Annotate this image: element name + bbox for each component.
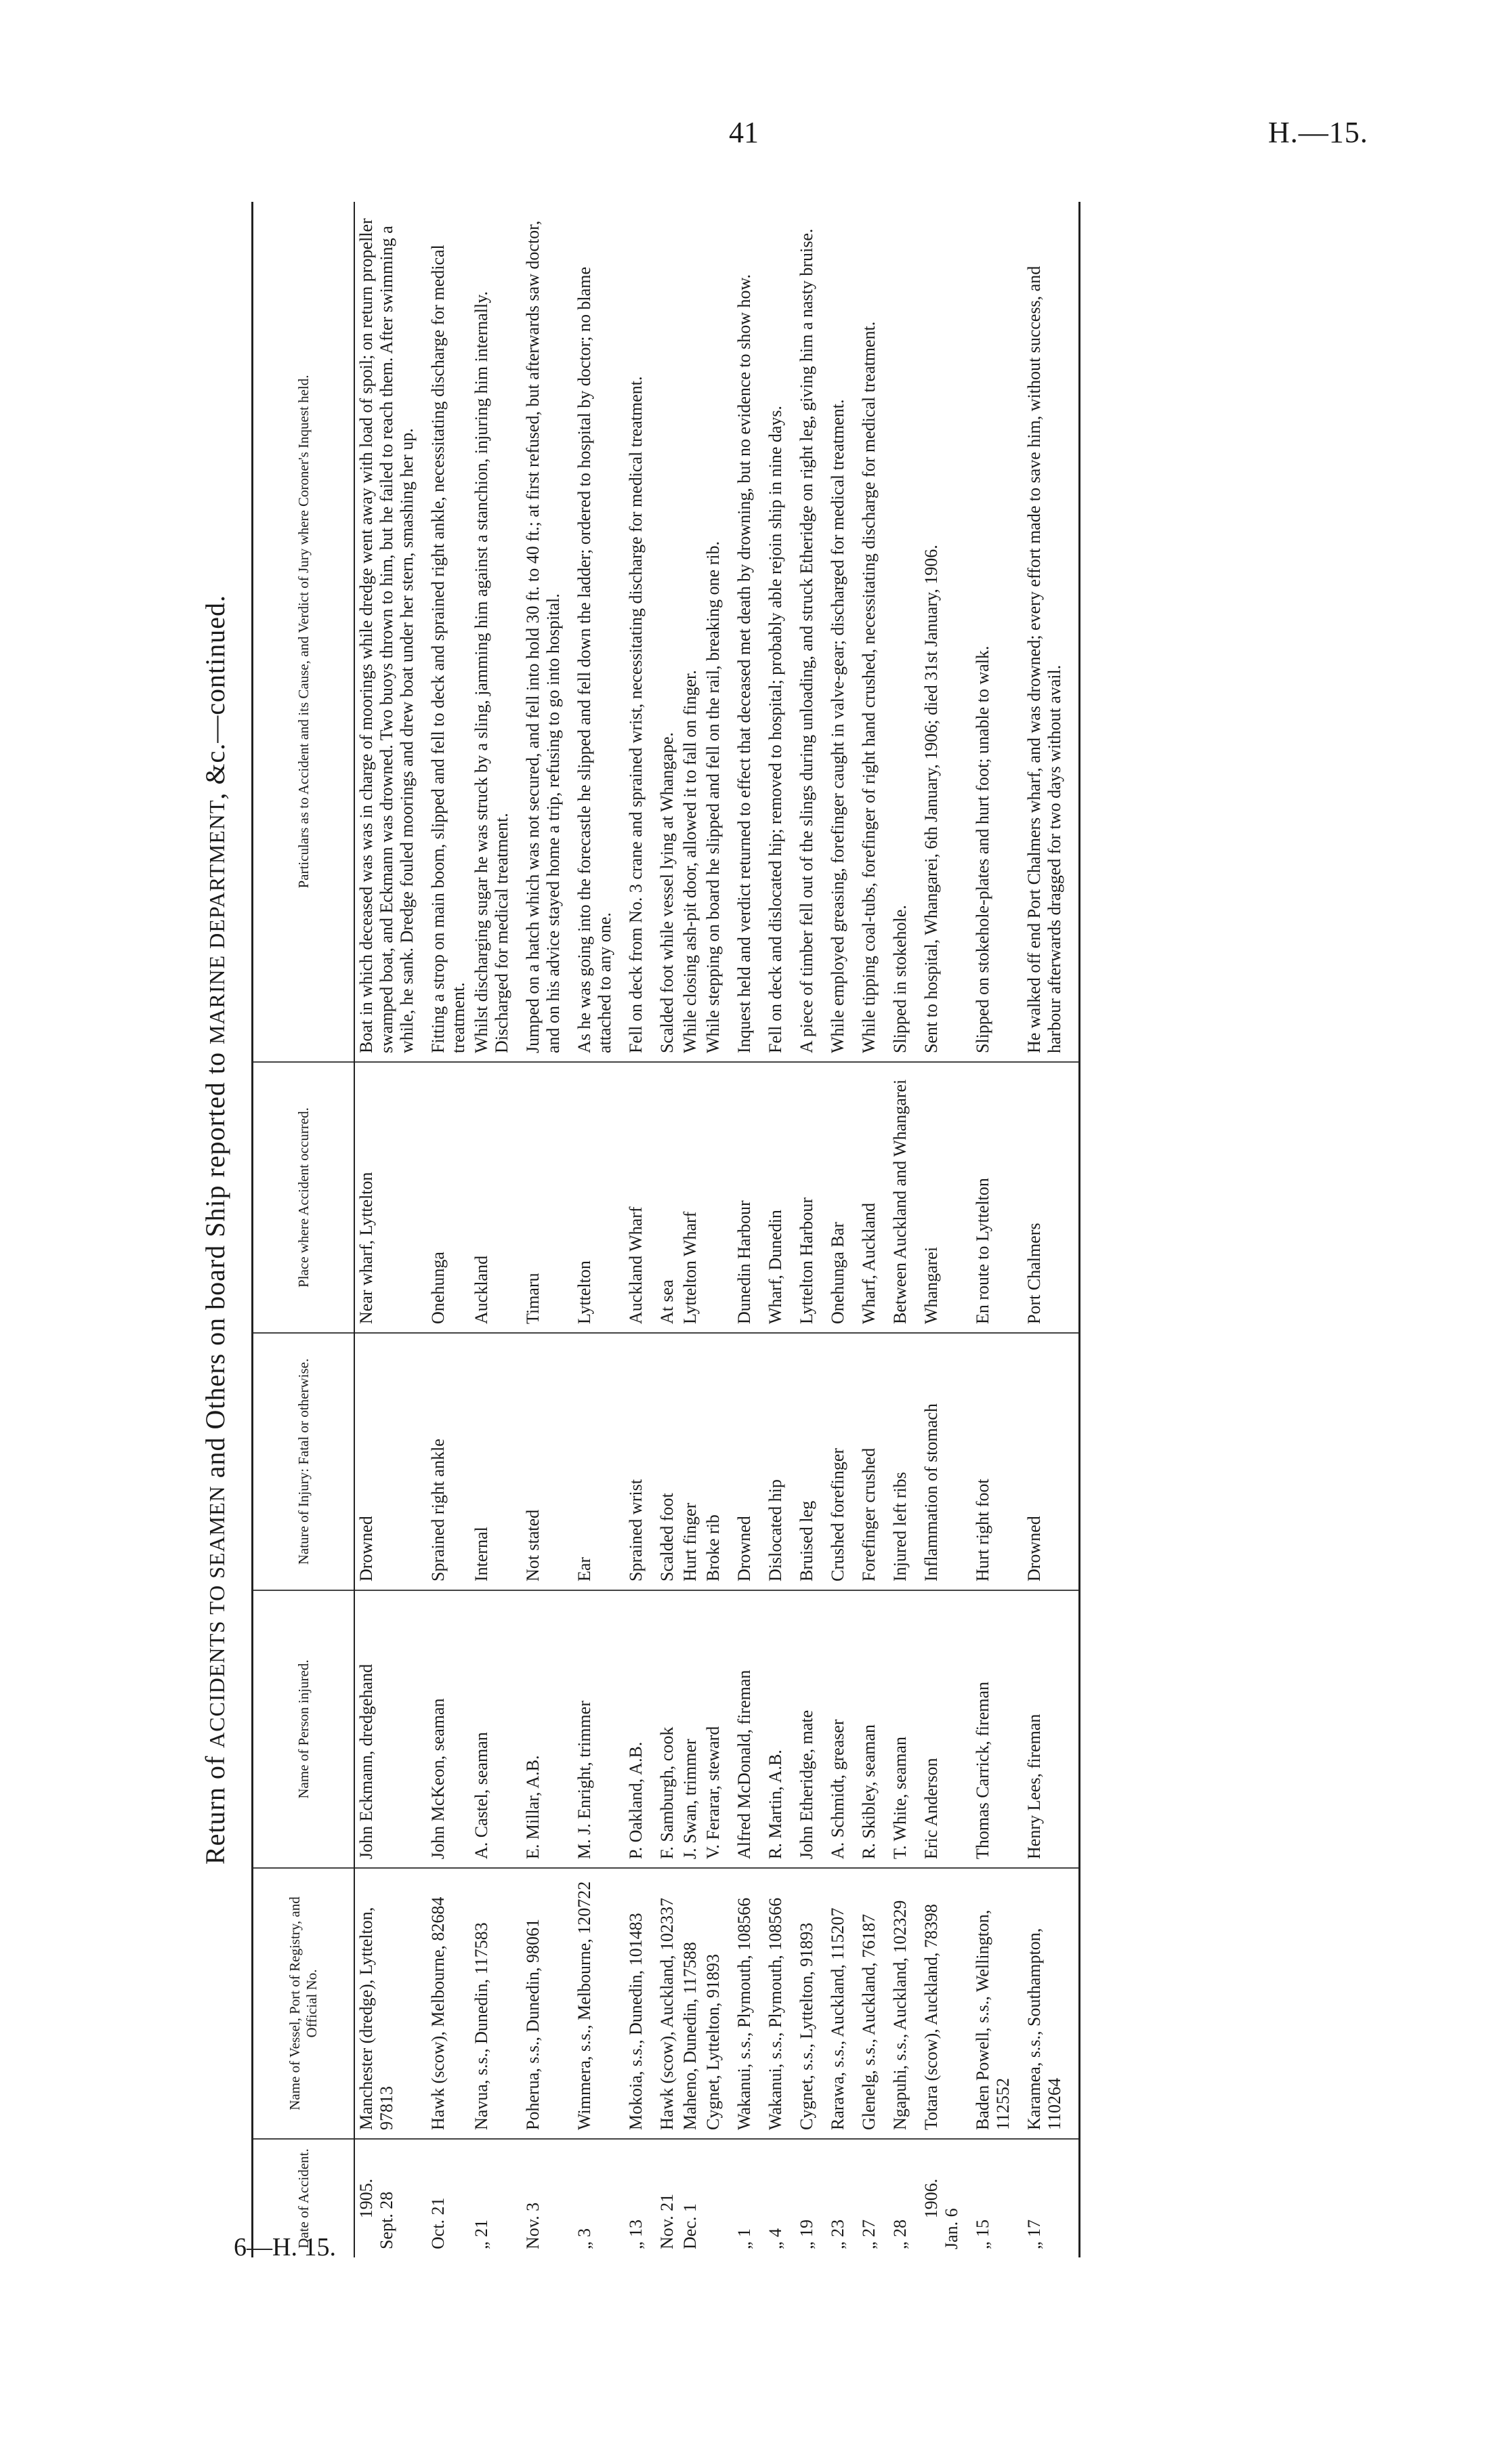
cell-particulars: Sent to hospital, Whangarei, 6th January, 1906; died 31st January, 1906. <box>912 202 963 1062</box>
title-accidents: ACCIDENTS TO SEAMEN <box>205 1485 229 1748</box>
title-tail: , &c.—continued. <box>200 594 230 800</box>
cell-date <box>679 2139 702 2257</box>
cell-particulars: Boat in which deceased was was in charge of moorings while dredge went away with load of spoil; on return propeller swamped boat, and Eckmann was drowned. Two buoys thrown to him, but he failed to reach them. After swimming a while, he sank. Dredge fouled moorings and drew boat under her stern, smashing her up. <box>354 202 419 1062</box>
table-row <box>565 202 616 2257</box>
cell-place: Dunedin Harbour <box>725 1062 756 1333</box>
table-row <box>470 202 513 2257</box>
cell-place: Whangarei <box>912 1062 963 1333</box>
cell-person: J. Swan, trimmer <box>679 1590 702 1868</box>
cell-person: R. Martin, A.B. <box>756 1590 787 1868</box>
cell-vessel: Manchester (dredge), Lyttelton, 97813 <box>354 1868 419 2139</box>
cell-particulars: Fitting a strop on main boom, slipped and fell to deck and sprained right ankle, necessitating discharge for medical treatment. <box>419 202 470 1062</box>
cell-date-text: „ 23 <box>828 2219 847 2249</box>
cell-particulars: While stepping on board he slipped and fell on the rail, breaking one rib. <box>702 202 725 1062</box>
cell-injury: Bruised leg <box>787 1333 818 1590</box>
cell-place: En route to Lyttelton <box>963 1062 1015 1333</box>
cell-date <box>963 2139 1015 2257</box>
cell-person: John McKeon, seaman <box>419 1590 470 1868</box>
cell-vessel: Navua, s.s., Dunedin, 117583 <box>470 1868 513 2139</box>
cell-date-text: „ 21 <box>471 2219 491 2249</box>
cell-vessel: Mokoia, s.s., Dunedin, 101483 <box>616 1868 648 2139</box>
table-row <box>849 202 881 2257</box>
cell-person: R. Skibley, seaman <box>849 1590 881 1868</box>
cell-date <box>702 2139 725 2257</box>
table-row <box>756 202 787 2257</box>
page-code: H.—15. <box>1268 116 1368 149</box>
title-department: MARINE DEPARTMENT <box>205 799 229 1045</box>
table-row <box>787 202 818 2257</box>
cell-injury: Drowned <box>725 1333 756 1590</box>
header-vessel: Name of Vessel, Port of Registry, and Official No. <box>253 1868 355 2139</box>
cell-year: 1905. <box>356 2178 376 2219</box>
cell-injury: Sprained right ankle <box>419 1333 470 1590</box>
cell-date <box>849 2139 881 2257</box>
cell-date <box>470 2139 513 2257</box>
cell-person: M. J. Enright, trimmer <box>565 1590 616 1868</box>
cell-date <box>756 2139 787 2257</box>
cell-particulars: A piece of timber fell out of the slings during unloading, and struck Etheridge on right leg, giving him a nasty bruise. <box>787 202 818 1062</box>
header-place: Place where Accident occurred. <box>253 1062 355 1333</box>
cell-place: Port Chalmers <box>1015 1062 1080 1333</box>
cell-date <box>616 2139 648 2257</box>
cell-date <box>419 2139 470 2257</box>
cell-person: V. Ferarar, steward <box>702 1590 725 1868</box>
cell-place: Wharf, Dunedin <box>756 1062 787 1333</box>
table-title <box>192 202 239 2257</box>
cell-injury: Hurt finger <box>679 1333 702 1590</box>
header-particulars: Particulars as to Accident and its Cause, and Verdict of Jury where Coroner's Inquest held. <box>253 202 355 1062</box>
cell-date-text: „ 19 <box>797 2219 816 2249</box>
header-person: Name of Person injured. <box>253 1590 355 1868</box>
cell-injury: Ear <box>565 1333 616 1590</box>
cell-date-text: Jan. 6 <box>942 2208 961 2249</box>
cell-date-text: Nov. 3 <box>523 2202 543 2249</box>
cell-injury: Hurt right foot <box>963 1333 1015 1590</box>
header-date: Date of Accident. <box>253 2139 355 2257</box>
cell-person: A. Schmidt, greaser <box>818 1590 849 1868</box>
title-lead: Return of <box>200 1747 230 1865</box>
cell-date-text: „ 13 <box>626 2219 646 2249</box>
cell-date-text: „ 1 <box>734 2228 754 2249</box>
table-row <box>818 202 849 2257</box>
cell-person: John Eckmann, dredgehand <box>354 1590 419 1868</box>
table-row <box>963 202 1015 2257</box>
cell-vessel: Totara (scow), Auckland, 78398 <box>912 1868 963 2139</box>
cell-vessel: Cygnet, Lyttelton, 91893 <box>702 1868 725 2139</box>
cell-vessel: Wakanui, s.s., Plymouth, 108566 <box>725 1868 756 2139</box>
cell-date <box>725 2139 756 2257</box>
cell-vessel: Hawk (scow), Auckland, 102337 <box>648 1868 679 2139</box>
cell-injury: Not stated <box>513 1333 565 1590</box>
cell-vessel: Wimmera, s.s., Melbourne, 120722 <box>565 1868 616 2139</box>
table-row <box>419 202 470 2257</box>
cell-vessel: Glenelg, s.s., Auckland, 76187 <box>849 1868 881 2139</box>
cell-place: Near wharf, Lyttelton <box>354 1062 419 1333</box>
cell-injury: Sprained wrist <box>616 1333 648 1590</box>
cell-vessel: Rarawa, s.s., Auckland, 115207 <box>818 1868 849 2139</box>
cell-injury: Drowned <box>354 1333 419 1590</box>
cell-place: Lyttelton Wharf <box>679 1062 702 1333</box>
cell-injury: Broke rib <box>702 1333 725 1590</box>
table-row <box>648 202 679 2257</box>
cell-vessel: Karamea, s.s., Southampton, 110264 <box>1015 1868 1080 2139</box>
cell-place: Onehunga Bar <box>818 1062 849 1333</box>
cell-place: Auckland Wharf <box>616 1062 648 1333</box>
cell-date <box>565 2139 616 2257</box>
cell-vessel: Wakanui, s.s., Plymouth, 108566 <box>756 1868 787 2139</box>
cell-date <box>1015 2139 1080 2257</box>
rotated-table-block <box>192 202 1368 2257</box>
cell-vessel: Baden Powell, s.s., Wellington, 112552 <box>963 1868 1015 2139</box>
cell-particulars: As he was going into the forecastle he slipped and fell down the ladder; ordered to hospital by doctor; no blame attached to any one. <box>565 202 616 1062</box>
cell-person: Henry Lees, fireman <box>1015 1590 1080 1868</box>
cell-person: Thomas Carrick, fireman <box>963 1590 1015 1868</box>
cell-place: Auckland <box>470 1062 513 1333</box>
cell-injury: Inflammation of stomach <box>912 1333 963 1590</box>
cell-place <box>702 1062 725 1333</box>
cell-particulars: Scalded foot while vessel lying at Whangape. <box>648 202 679 1062</box>
cell-particulars: Slipped in stokehole. <box>881 202 912 1062</box>
table-row <box>616 202 648 2257</box>
cell-injury: Dislocated hip <box>756 1333 787 1590</box>
cell-particulars: Fell on deck from No. 3 crane and sprained wrist, necessitating discharge for medical treatment. <box>616 202 648 1062</box>
cell-vessel: Maheno, Dunedin, 117588 <box>679 1868 702 2139</box>
cell-particulars: While employed greasing, forefinger caught in valve-gear; discharged for medical treatment. <box>818 202 849 1062</box>
cell-place: Lyttelton Harbour <box>787 1062 818 1333</box>
cell-place: At sea <box>648 1062 679 1333</box>
cell-date-text: „ 27 <box>859 2219 879 2249</box>
cell-date <box>818 2139 849 2257</box>
cell-year: 1906. <box>921 2178 941 2219</box>
table-row <box>1015 202 1080 2257</box>
cell-injury: Forefinger crushed <box>849 1333 881 1590</box>
cell-place: Between Auckland and Whangarei <box>881 1062 912 1333</box>
cell-vessel: Ngapuhi, s.s., Auckland, 102329 <box>881 1868 912 2139</box>
cell-place: Lyttelton <box>565 1062 616 1333</box>
cell-injury: Internal <box>470 1333 513 1590</box>
cell-date <box>912 2139 963 2257</box>
cell-person: John Etheridge, mate <box>787 1590 818 1868</box>
cell-date <box>881 2139 912 2257</box>
cell-date-text: Sept. 28 <box>377 2191 396 2249</box>
cell-person: Eric Anderson <box>912 1590 963 1868</box>
cell-particulars: Inquest held and verdict returned to effect that deceased met death by drowning, but no evidence to show how. <box>725 202 756 1062</box>
cell-person: E. Millar, A.B. <box>513 1590 565 1868</box>
cell-vessel: Cygnet, s.s., Lyttelton, 91893 <box>787 1868 818 2139</box>
table-row <box>354 202 419 2257</box>
cell-date-text: Nov. 21 <box>657 2193 677 2249</box>
cell-vessel: Hawk (scow), Melbourne, 82684 <box>419 1868 470 2139</box>
cell-date-text: „ 15 <box>973 2219 992 2249</box>
table-body <box>354 202 1080 2257</box>
cell-date-text: „ 3 <box>574 2228 594 2249</box>
table-row <box>881 202 912 2257</box>
cell-particulars: He walked off end Port Chalmers wharf, and was drowned; every effort made to save him, without success, and harbour afterwards dragged for two days without avail. <box>1015 202 1080 1062</box>
cell-date <box>513 2139 565 2257</box>
cell-date-text: Dec. 1 <box>680 2203 700 2249</box>
cell-particulars: Slipped on stokehole-plates and hurt foot; unable to walk. <box>963 202 1015 1062</box>
cell-person: Alfred McDonald, fireman <box>725 1590 756 1868</box>
cell-place: Wharf, Auckland <box>849 1062 881 1333</box>
cell-date <box>787 2139 818 2257</box>
cell-date <box>648 2139 679 2257</box>
cell-date-text: „ 17 <box>1024 2219 1044 2249</box>
table-row <box>725 202 756 2257</box>
title-mid: and Others on board Ship reported to <box>200 1044 230 1486</box>
cell-place: Timaru <box>513 1062 565 1333</box>
cell-injury: Scalded foot <box>648 1333 679 1590</box>
cell-injury: Crushed forefinger <box>818 1333 849 1590</box>
cell-particulars: Jumped on a hatch which was not secured, and fell into hold 30 ft. to 40 ft.; at first refused, but afterwards saw doctor, and on his advice stayed home a trip, refusing to go into hospital. <box>513 202 565 1062</box>
cell-date-text: Oct. 21 <box>428 2197 448 2249</box>
page-number: 41 <box>729 116 759 149</box>
cell-person: P. Oakland, A.B. <box>616 1590 648 1868</box>
signature-mark: 6—H. 15. <box>234 2233 336 2261</box>
cell-particulars: While closing ash-pit door, allowed it to fall on finger. <box>679 202 702 1062</box>
table-row <box>912 202 963 2257</box>
cell-person: A. Castel, seaman <box>470 1590 513 1868</box>
cell-date <box>354 2139 419 2257</box>
cell-date-text: „ 4 <box>765 2228 785 2249</box>
cell-date-text: „ 28 <box>890 2219 910 2249</box>
cell-injury: Drowned <box>1015 1333 1080 1590</box>
table-row <box>513 202 565 2257</box>
table-row <box>679 202 702 2257</box>
cell-injury: Injured left ribs <box>881 1333 912 1590</box>
cell-person: T. White, seaman <box>881 1590 912 1868</box>
cell-person: F. Samburgh, cook <box>648 1590 679 1868</box>
cell-vessel: Poherua, s.s., Dunedin, 98061 <box>513 1868 565 2139</box>
table-header-row <box>253 202 355 2257</box>
accidents-table <box>251 202 1080 2257</box>
header-injury: Nature of Injury: Fatal or otherwise. <box>253 1333 355 1590</box>
table-row <box>702 202 725 2257</box>
cell-particulars: Fell on deck and dislocated hip; removed to hospital; probably able rejoin ship in nine days. <box>756 202 787 1062</box>
cell-place: Onehunga <box>419 1062 470 1333</box>
cell-particulars: Whilst discharging sugar he was struck by a sling, jamming him against a stanchion, injuring him internally. Discharged for medical treatment. <box>470 202 513 1062</box>
cell-particulars: While tipping coal-tubs, forefinger of right hand crushed, necessitating discharge for medical treatment. <box>849 202 881 1062</box>
